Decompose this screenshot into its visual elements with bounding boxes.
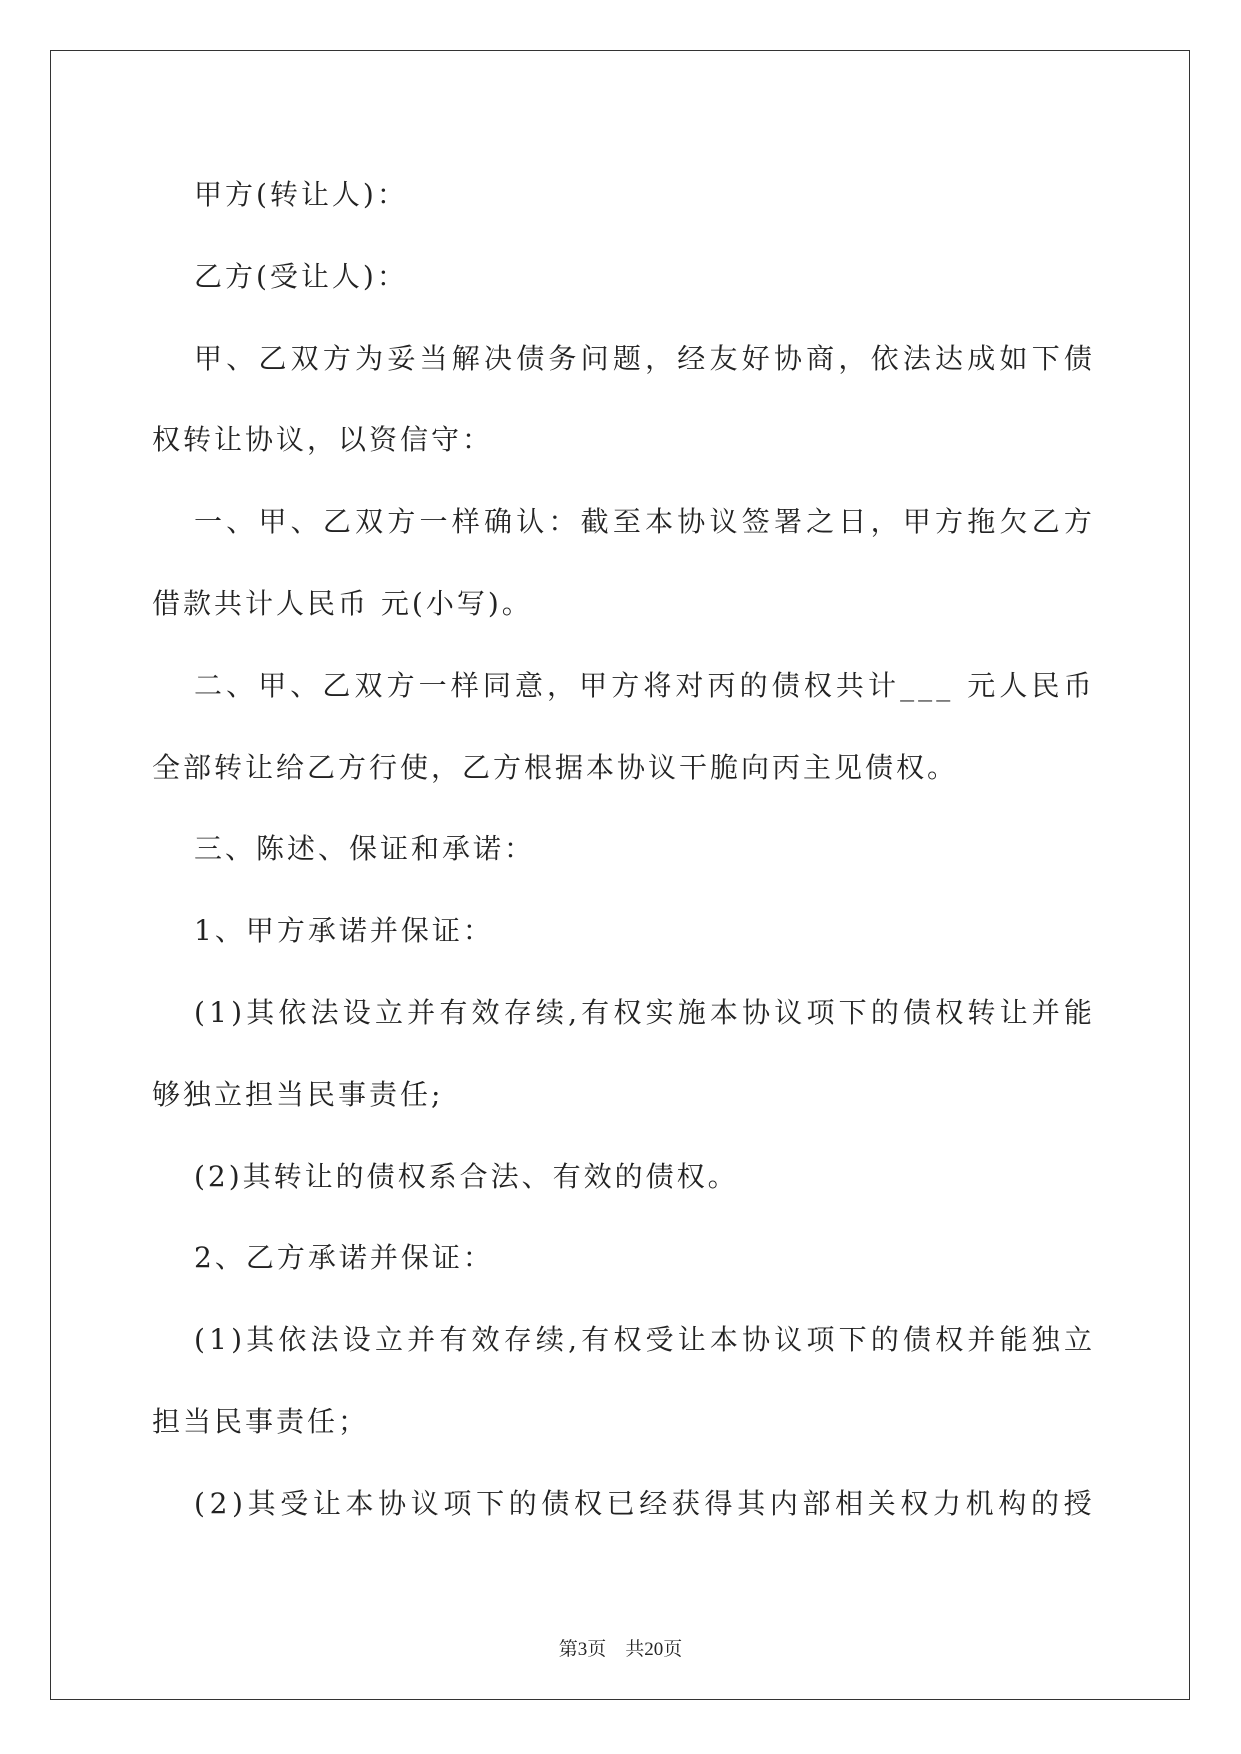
paragraph-line: 借款共计人民币 元(小写)。: [152, 586, 533, 620]
paragraph-line: (2)其转让的债权系合法、有效的债权。: [194, 1159, 739, 1193]
paragraph-line: 全部转让给乙方行使，乙方根据本协议干脆向丙主见债权。: [152, 750, 959, 784]
paragraph-line: 甲 、 乙 双 方 为 妥 当 解 决 债 务 问 题 ， 经 友 好 协 商 ， 依 法 达 成 如 下 债: [194, 341, 1092, 375]
paragraph-line: 二 、 甲 、 乙 双 方 一 样 同 意 ， 甲 方 将 对 丙 的 债 权 共 计 _ _ _ 元 人 民 币: [194, 668, 1092, 702]
paragraph-line: 1、甲方承诺并保证：: [194, 914, 494, 948]
paragraph-line: 一 、 甲 、 乙 双 方 一 样 确 认 ： 截 至 本 协 议 签 署 之 日 ， 甲 方 拖 欠 乙 方: [194, 505, 1092, 539]
document-body: [152, 160, 1092, 1551]
paragraph-line: ( 1 ) 其 依 法 设 立 并 有 效 存 续 , 有 权 实 施 本 协 议 项 下 的 债 权 转 让 并 能: [194, 995, 1092, 1029]
paragraph-line: 2、乙方承诺并保证：: [194, 1241, 494, 1275]
paragraph-line: 乙方(受让人)：: [194, 259, 408, 293]
paragraph-line: 担当民事责任；: [152, 1404, 370, 1438]
paragraph-line: 够独立担当民事责任;: [152, 1077, 444, 1111]
paragraph-line: 三、陈述、保证和承诺：: [194, 832, 536, 866]
paragraph-line: ( 2 ) 其 受 让 本 协 议 项 下 的 债 权 已 经 获 得 其 内 部 相 关 权 力 机 构 的 授: [194, 1486, 1092, 1520]
paragraph-line: 权转让协议，以资信守：: [152, 423, 494, 457]
paragraph-line: ( 1 ) 其 依 法 设 立 并 有 效 存 续 , 有 权 受 让 本 协 议 项 下 的 债 权 并 能 独 立: [194, 1323, 1092, 1357]
page-number: 第3页 共20页: [558, 1639, 683, 1660]
paragraph-line: 甲方(转让人)：: [194, 178, 408, 211]
